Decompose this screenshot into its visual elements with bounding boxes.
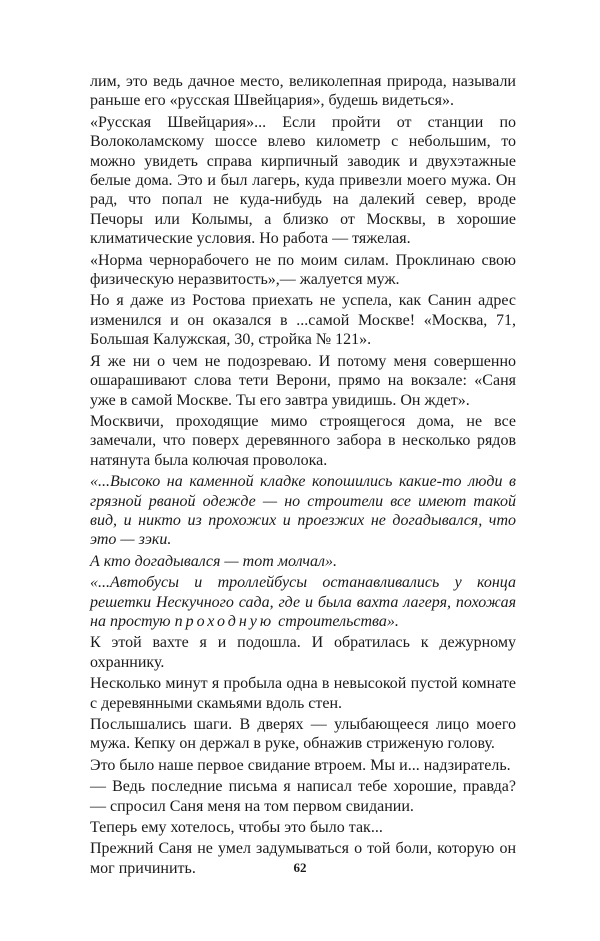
paragraph-5: Я же ни о чем не подозреваю. И потому меня совершенно ошарашивают слова тети Верони, прямо на вокзале: «Саня уже в самой Москве. Ты его завтра увидишь. Он ждет». [90,352,516,409]
paragraph-3: «Норма чернорабочего не по моим силам. Проклинаю свою физическую неразвитость»,— жалуется муж. [90,251,516,289]
page-number: 62 [293,860,307,875]
page-body [90,72,516,880]
paragraph-6: Москвичи, проходящие мимо строящегося дома, не все замечали, что поверх деревянного забора в несколько рядов натянута была колючая проволока. [90,412,516,469]
quote-paragraph-1: «...Высоко на каменной кладке копошились какие-то люди в грязной рваной одежде — но строители все имеют такой вид, и никто из прохожих и проезжих не догадывался, что это — зэки. [90,473,516,549]
paragraph-14: — Ведь последние письма я написал тебе хорошие, правда? — спросил Саня меня на том первом свидании. [90,778,516,815]
quote-text-spaced: проходную [174,612,275,630]
paragraph-13: Это было наше первое свидание втроем. Мы и... надзиратель. [90,756,511,774]
paragraph-11: Несколько минут я пробыла одна в невысокой пустой комнате с деревянными скамьями вдоль стен. [90,675,516,712]
paragraph-4: Но я даже из Ростова приехать не успела, как Санин адрес изменился и он оказался в ...самой Москве! «Москва, 71, Большая Калужская, 30, стройка № 121». [90,292,516,349]
paragraph-10: К этой вахте я и подошла. И обратилась к дежурному охраннику. [90,634,516,671]
paragraph-15: Теперь ему хотелось, чтобы это было так... [90,819,383,837]
paragraph-2: «Русская Швейцария»... Если пройти от станции по Волоколамскому шоссе влево километр с небольшим, то можно увидеть справа кирпичный заводик и двухэтажные белые дома. Это и был лагерь, куда привезли моего мужа. Он рад, что попал не куда-нибудь на далекий север, вроде Печоры или Колымы, а близко от Москвы, в хорошие климатические условия. Но работа — тяжелая. [90,113,516,248]
quote-text-after: строительства». [274,612,399,630]
quote-paragraph-3 [90,573,516,631]
quote-text-before: «...Автобусы и троллейбусы останавливались у конца решетки Нескучного сада, где и была вахта лагеря, похожая на простую [90,574,516,630]
paragraph-16: Прежний Саня не умел задумываться о той боли, которую он мог причинить. [90,840,516,877]
quote-paragraph-2: А кто догадывался — тот молчал». [90,552,337,570]
paragraph-12: Послышались шаги. В дверях — улыбающееся лицо моего мужа. Кепку он держал в руке, обнажив стриженую голову. [90,716,516,753]
paragraph-1: лим, это ведь дачное место, великолепная природа, называли раньше его «русская Швейцария», будешь видеться». [90,73,516,110]
